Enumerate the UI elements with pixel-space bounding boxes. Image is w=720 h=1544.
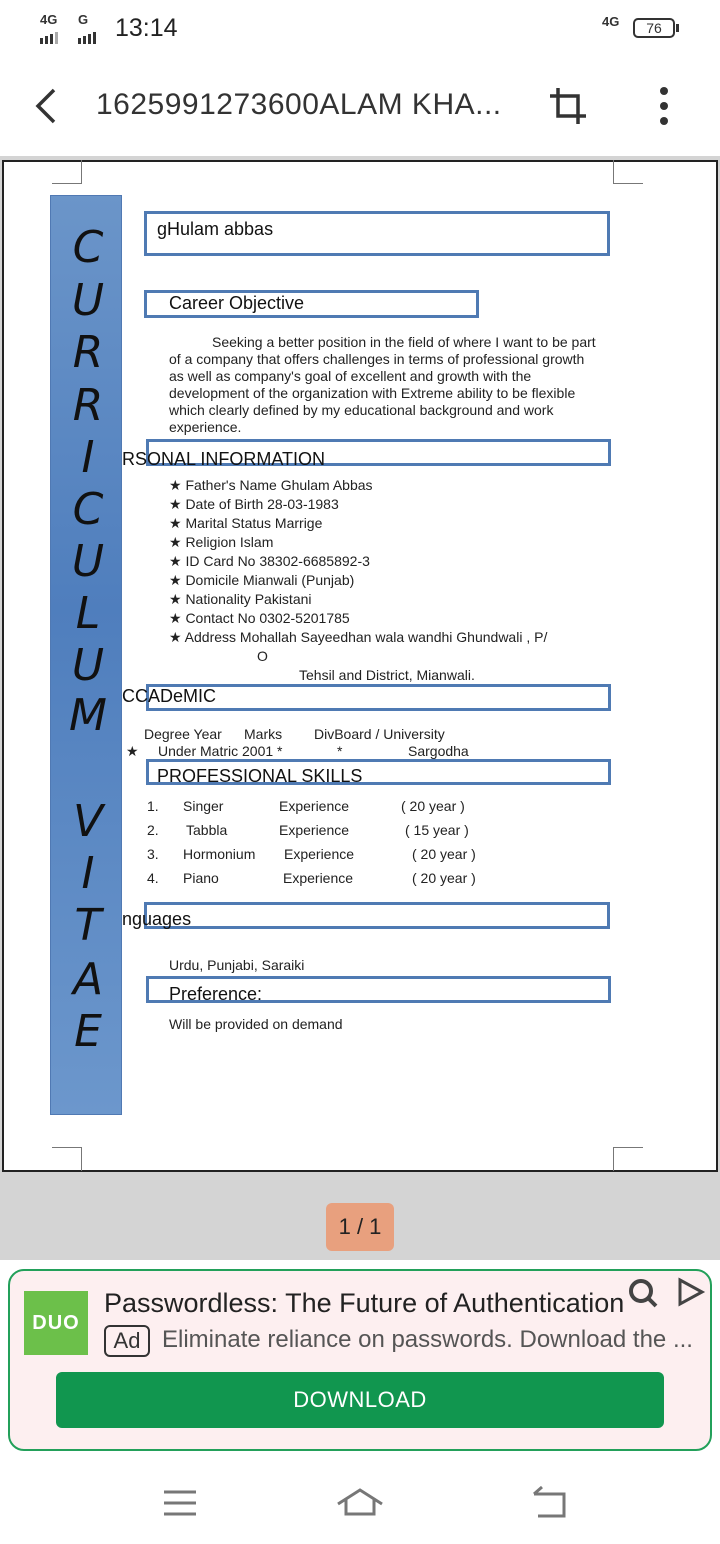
ad-logo[interactable]: DUO [24,1291,88,1355]
crop-mark [613,160,643,184]
skill-experience-label: Experience [279,822,350,838]
personal-info-item: ★ Nationality Pakistani [169,591,312,607]
cv-side-letter: E [74,1006,102,1057]
back-nav-icon[interactable] [530,1484,570,1520]
academic-heading: CCADeMIC [122,686,217,706]
candidate-name: gHulam abbas [157,219,274,239]
cv-side-letter: I [81,848,95,899]
academic-board-value: Sargodha [408,743,469,759]
cv-side-letter: T [74,900,102,951]
battery-level: 76 [646,20,662,36]
objective-line: as well as company's goal of excellent and growth with the [169,368,532,384]
languages-box [144,902,610,929]
crop-mark [613,1147,643,1171]
cv-side-letter: U [71,536,105,587]
personal-info-item: ★ ID Card No 38302-6685892-3 [169,553,370,569]
ad-choices-icon[interactable] [626,1276,660,1310]
cv-side-letter: U [71,275,105,326]
academic-col-board: DivBoard / University [314,726,445,742]
cv-side-letter: V [72,796,104,847]
menu-icon[interactable] [160,1486,200,1520]
battery-icon [633,18,675,38]
personal-info-item: ★ Father's Name Ghulam Abbas [169,477,373,493]
network-label-1: 4G [40,12,58,27]
objective-line: Seeking a better position in the field of where I want to be part [212,334,596,350]
personal-info-item: ★ Date of Birth 28-03-1983 [169,496,339,512]
skill-experience-label: Experience [284,846,355,862]
academic-degree-value: Under Matric 2001 * [158,743,283,759]
personal-info-item: ★ Address Mohallah Sayeedhan wala wandhi Ghundwali , P/ [169,629,548,645]
skill-number: 3. [147,846,159,862]
network-label-2: G [78,12,89,27]
languages-heading: nguages [122,909,192,929]
objective-line: experience. [169,419,242,435]
signal-icon-2 [78,26,98,44]
document-title: 1625991273600ALAM KHA... [96,88,502,121]
crop-mark [52,160,82,184]
objective-line: of a company that offers challenges in terms of professional growth [169,351,585,367]
skills-heading: PROFESSIONAL SKILLS [157,766,363,786]
skill-name: Tabbla [186,822,228,838]
skill-number: 2. [147,822,159,838]
objective-line: which clearly defined by my educational background and work [169,402,554,418]
cv-side-letter: C [72,222,104,273]
languages-value: Urdu, Punjabi, Saraiki [169,957,305,973]
system-nav-bar [0,1460,720,1544]
preference-heading: Preference: [169,984,263,1004]
app-bar [0,56,720,156]
skill-years: ( 20 year ) [401,798,465,814]
battery-tip [676,24,679,32]
cv-side-letter: A [72,954,104,1005]
clock: 13:14 [115,14,178,42]
objective-line: development of the organization with Extreme ability to be flexible [169,385,576,401]
cv-side-letter: R [72,327,104,378]
skill-name: Hormonium [183,846,256,862]
skill-years: ( 20 year ) [412,870,476,886]
crop-mark [52,1147,82,1171]
personal-info-heading: RSONAL INFORMATION [122,449,326,469]
skill-experience-label: Experience [279,798,350,814]
cv-side-letter: M [69,690,107,741]
personal-info-item: ★ Contact No 0302-5201785 [169,610,350,626]
ad-play-icon[interactable] [674,1276,706,1308]
cv-side-letter: C [72,484,104,535]
crop-icon[interactable] [548,86,588,126]
skill-number: 1. [147,798,159,814]
personal-info-item: ★ Domicile Mianwali (Punjab) [169,572,355,588]
ad-badge: Ad [104,1325,150,1357]
skill-experience-label: Experience [283,870,354,886]
career-objective-heading: Career Objective [169,293,305,313]
skill-years: ( 20 year ) [412,846,476,862]
skill-number: 4. [147,870,159,886]
preference-value: Will be provided on demand [169,1016,343,1032]
academic-bullet: ★ [126,743,139,759]
personal-info-item: ★ Marital Status Marrige [169,515,323,531]
skill-name: Singer [183,798,224,814]
status-bar [0,0,720,56]
cv-side-letter: L [75,588,101,639]
more-options-icon[interactable] [654,86,674,126]
download-button[interactable]: DOWNLOAD [56,1372,664,1428]
address-continuation: Tehsil and District, Mianwali. [299,667,475,683]
personal-info-item: ★ Religion Islam [169,534,274,550]
ad-description[interactable]: Eliminate reliance on passwords. Download the ... [162,1326,693,1353]
skill-name: Piano [183,870,219,886]
back-icon[interactable] [32,86,62,126]
network-label-3: 4G [602,14,620,29]
skill-years: ( 15 year ) [405,822,469,838]
academic-col-degree: Degree Year [144,726,222,742]
home-icon[interactable] [334,1482,386,1522]
ad-title[interactable]: Passwordless: The Future of Authentication [104,1288,625,1318]
academic-marks-value: * [337,743,343,759]
cv-side-letter: I [81,432,95,483]
address-continuation: O [257,648,268,664]
signal-icon-1 [40,26,60,44]
academic-col-marks: Marks [244,726,283,742]
cv-side-letter: U [71,640,105,691]
cv-side-letter: R [72,380,104,431]
page-indicator: 1 / 1 [326,1203,394,1251]
